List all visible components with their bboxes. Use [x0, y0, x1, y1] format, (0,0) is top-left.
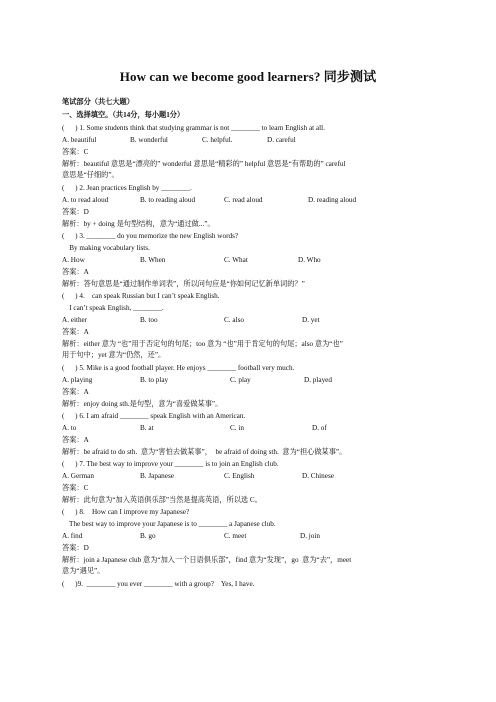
option: B. Japanese — [140, 472, 174, 480]
option: C. play — [230, 376, 251, 384]
option: C. helpful. — [202, 136, 233, 144]
question-extra: I can’t speak English, ________. — [62, 304, 164, 312]
option: B. to reading aloud — [140, 196, 196, 204]
question-extra: By making vocabulary lists. — [62, 244, 150, 252]
option: C. in — [230, 424, 244, 432]
analysis-text: 解析：beautiful 意思是“漂亮的” wonderful 意思是“精彩的” helpful 意思是“有帮助的” careful — [62, 160, 346, 168]
option: A. How — [62, 256, 85, 264]
question-extra: The best way to improve your Japanese is to ________ a Japanese club. — [62, 520, 276, 528]
answer-text: 答案：C — [62, 148, 89, 156]
answer-text: 答案：A — [62, 328, 89, 336]
option: C. English — [224, 472, 255, 480]
answer-text: 答案：A — [62, 436, 89, 444]
option: D. Chinese — [302, 472, 334, 480]
question-stem: ( ) 5. Mike is a good football player. He enjoys ________ football very much. — [62, 364, 295, 372]
answer-text: 答案：D — [62, 544, 89, 552]
analysis-text: 解析：either 意为 “也”用于否定句的句尾；too 意为 “也”用于肯定句的句尾；also 意为“也” — [62, 340, 343, 348]
question-stem: ( ) 6. I am afraid ________ speak English with an American. — [62, 412, 246, 420]
answer-text: 答案：A — [62, 388, 89, 396]
option: A. playing — [62, 376, 93, 384]
question-stem: ( ) 4. can speak Russian but I can’t speak English. — [62, 292, 220, 300]
option: D. careful — [267, 136, 296, 144]
option: A. German — [62, 472, 94, 480]
option: B. too — [140, 316, 158, 324]
option: C. What — [224, 256, 248, 264]
analysis-text: 解析：be afraid to do sth. 意为“害怕去做某事”， be afraid of doing sth. 意为“担心做某事”。 — [62, 448, 347, 456]
option: B. go — [140, 532, 156, 540]
option: D. played — [304, 376, 332, 384]
option: C. meet — [224, 532, 247, 540]
option: D. join — [300, 532, 320, 540]
option: A. beautiful — [62, 136, 97, 144]
page-title: How can we become good learners? 同步测试 — [119, 69, 377, 84]
question-stem: ( ) 3. ________ do you memorize the new English words? — [62, 232, 239, 240]
option: C. also — [224, 316, 244, 324]
option: D. Who — [298, 256, 321, 264]
option: B. wonderful — [130, 136, 168, 144]
option: D. yet — [302, 316, 320, 324]
part-header: 笔试部分（共七大题） — [62, 98, 134, 106]
analysis-text: 意为“遇见”。 — [62, 567, 105, 575]
answer-text: 答案：A — [62, 268, 89, 276]
question-stem: ( ) 2. Jean practices English by ________. — [62, 184, 192, 192]
analysis-text: 解析：答句意思是“通过制作单词表”，所以问句应是“你如何记忆新单词的？” — [62, 280, 305, 288]
option: C. read aloud — [224, 196, 263, 204]
question-stem: ( ) 8. How can I improve my Japanese? — [62, 508, 190, 516]
analysis-text: 解析：enjoy doing sth.是句型，意为“喜爱做某事”。 — [62, 400, 223, 408]
answer-text: 答案：D — [62, 208, 89, 216]
option: D. of — [312, 424, 327, 432]
option: D. reading aloud — [308, 196, 357, 204]
question-stem: ( )9. ________ you ever ________ with a group? Yes, I have. — [62, 580, 255, 588]
option: A. to read aloud — [62, 196, 109, 204]
analysis-text: 解析：by + doing 是句型结构，意为“通过做...”。 — [62, 220, 215, 228]
option: B. to play — [140, 376, 169, 384]
question-stem: ( ) 7. The best way to improve your ________ is to join an English club. — [62, 460, 279, 468]
question-stem: ( ) 1. Some students think that studying grammar is not ________ to learn English at all. — [62, 124, 325, 132]
option: B. at — [140, 424, 154, 432]
section-header: 一、选择填空。（共14分，每小题1分） — [62, 111, 185, 119]
option: A. find — [62, 532, 83, 540]
answer-text: 答案：C — [62, 484, 89, 492]
analysis-text: 意思是“仔细的”。 — [62, 171, 119, 179]
option: A. either — [62, 316, 88, 324]
analysis-text: 解析：join a Japanese club 意为“加入一个日语俱乐部”，find 意为“发现”，go 意为“去”，meet — [62, 556, 352, 564]
analysis-text: 用于句中；yet 意为“仍然，还”。 — [62, 351, 166, 359]
option: B. When — [140, 256, 166, 264]
option: A. to — [62, 424, 77, 432]
analysis-text: 解析：此句意为“加入英语俱乐部”当然是提高英语，所以选 C。 — [62, 496, 262, 504]
